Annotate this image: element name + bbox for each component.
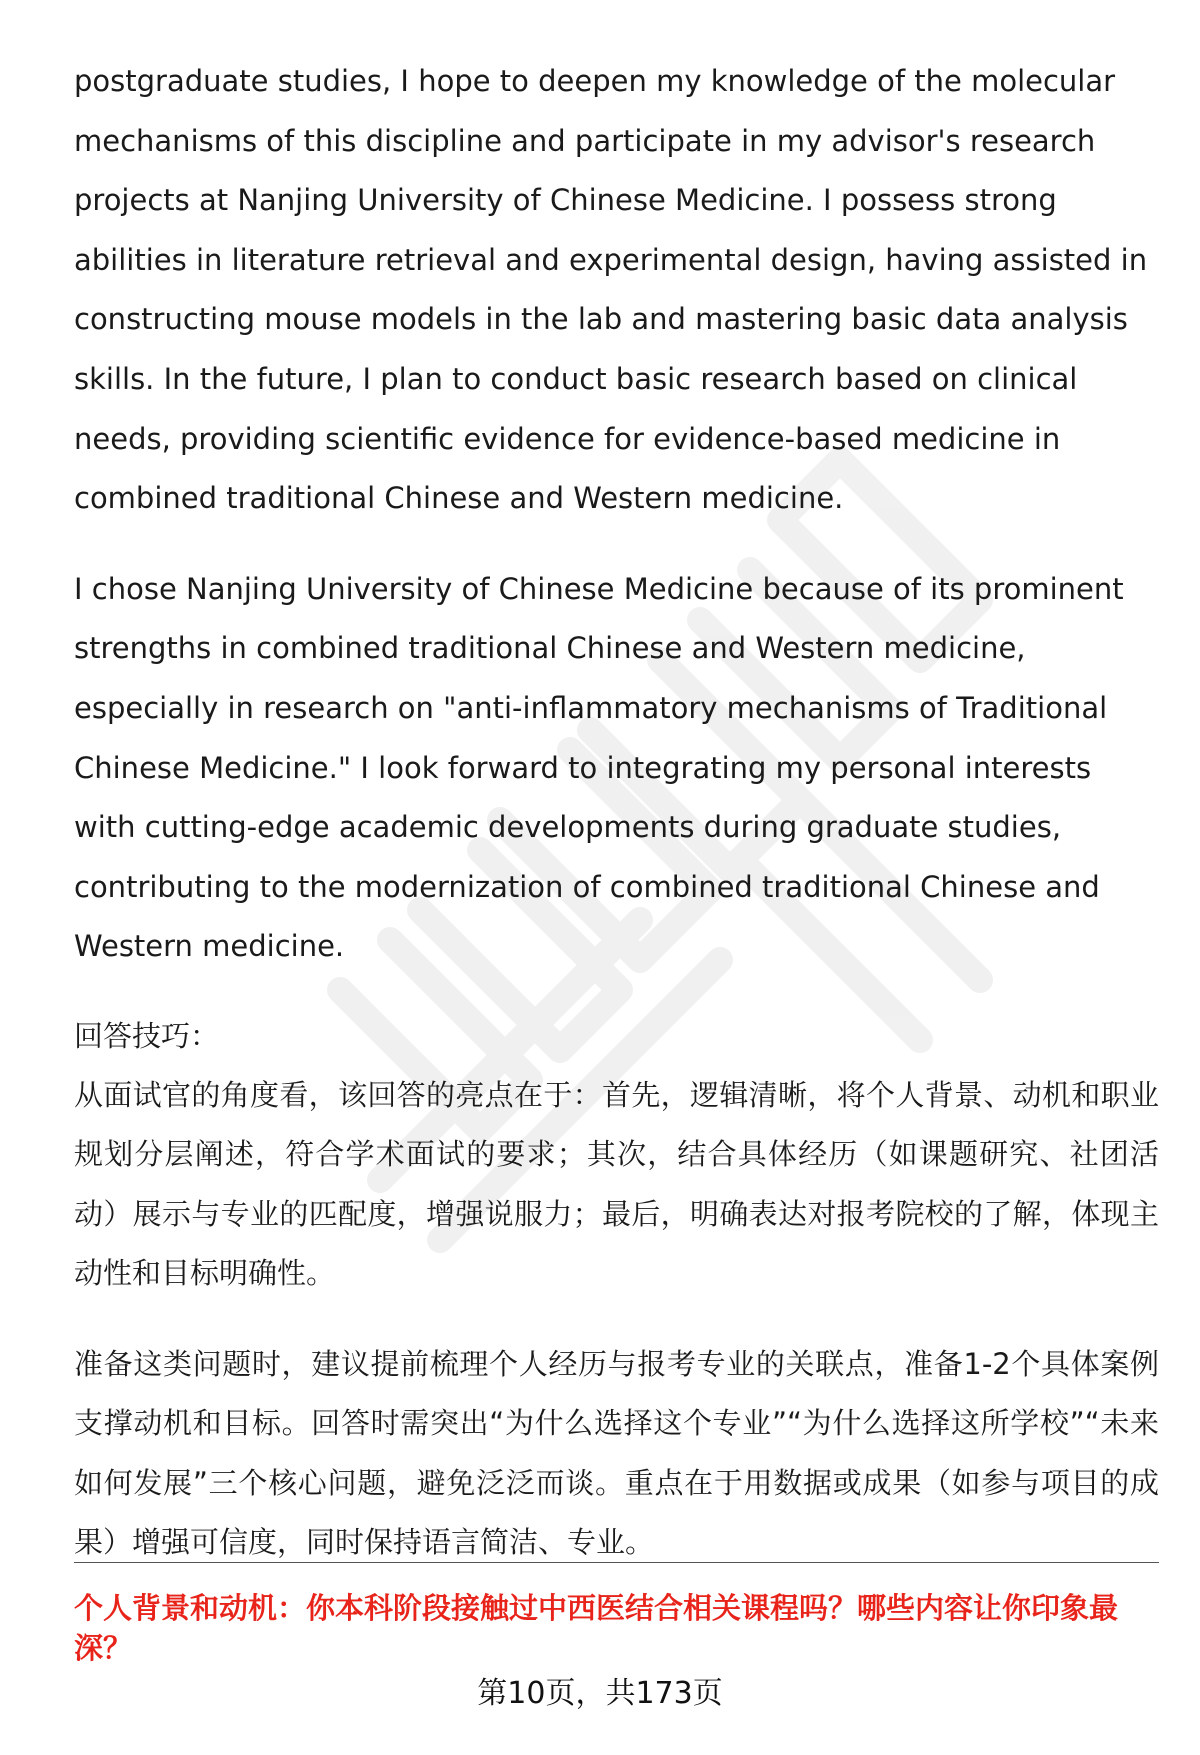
answer-tips-section	[74, 1007, 1159, 1573]
answer-paragraph-2: I chose Nanjing University of Chinese Medicine because of its prominent strengths in combined traditional Chinese and Western medicine, especially in research on "anti-inflammatory mechanisms of Traditional Chinese Medicine." I look forward to integrating my personal interests with cutting-edge academic developments during graduate studies, contributing to the modernization of combined traditional Chinese and Western medicine.	[74, 571, 1124, 964]
section-divider	[74, 1562, 1159, 1563]
next-question-heading: 个人背景和动机：你本科阶段接触过中西医结合相关课程吗？哪些内容让你印象最深？	[74, 1591, 1119, 1665]
page-number: 第10页，共173页	[477, 1676, 723, 1711]
tips-paragraph-1: 从面试官的角度看，该回答的亮点在于：首先，逻辑清晰，将个人背景、动机和职业规划分层阐述，符合学术面试的要求；其次，结合具体经历（如课题研究、社团活动）展示与专业的匹配度，增强说服力；最后，明确表达对报考院校的了解，体现主动性和目标明确性。	[74, 1077, 1159, 1291]
answer-paragraph-1: postgraduate studies, I hope to deepen my knowledge of the molecular mechanisms of this discipline and participate in my advisor's research projects at Nanjing University of Chinese Medicine. I possess strong abilities in literature retrieval and experimental design, having assisted in constructing mouse models in the lab and mastering basic data analysis skills. In the future, I plan to conduct basic research based on clinical needs, providing scientific evidence for evidence-based medicine in combined traditional Chinese and Western medicine.	[74, 64, 1148, 516]
tips-title: 回答技巧：	[74, 1018, 220, 1053]
main-content	[74, 52, 1159, 1573]
tips-paragraph-2: 准备这类问题时，建议提前梳理个人经历与报考专业的关联点，准备1-2个具体案例支撑动机和目标。回答时需突出“为什么选择这个专业”“为什么选择这所学校”“未来如何发展”三个核心问题，避免泛泛而谈。重点在于用数据或成果（如参与项目的成果）增强可信度，同时保持语言简洁、专业。	[74, 1346, 1159, 1560]
